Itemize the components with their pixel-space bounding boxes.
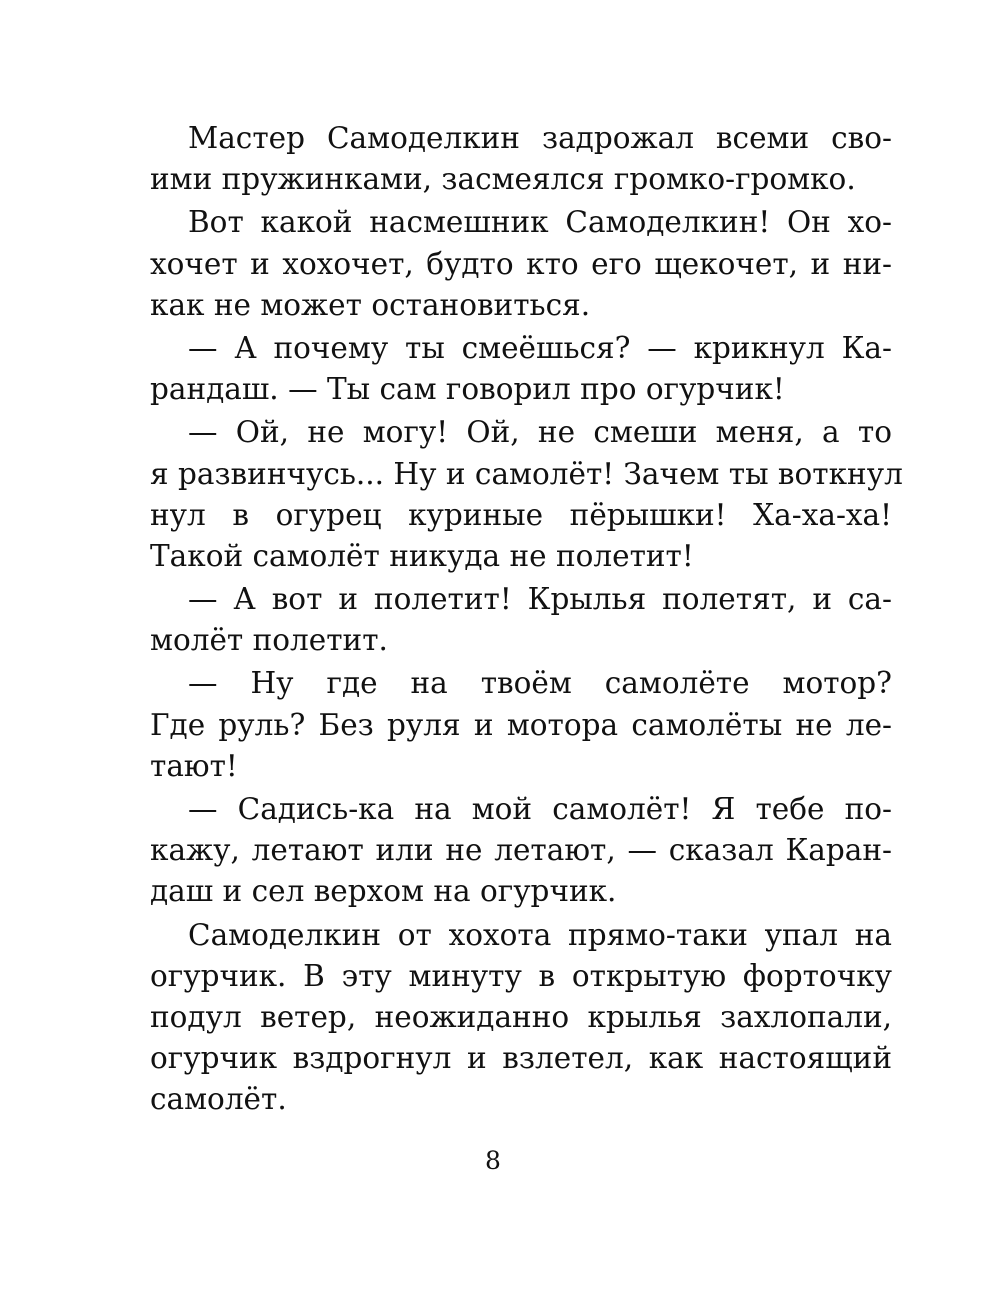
text-line: Самоделкин от хохота прямо-таки упал на (188, 917, 892, 952)
body-text (150, 118, 903, 1121)
text-line: молёт полетит. (150, 623, 388, 658)
text-line: кажу, летают или не летают, — сказал Каран- (150, 833, 892, 868)
text-line: подул ветер, неожиданно крылья захлопали, (150, 999, 892, 1034)
text-line: — А почему ты смеёшься? — крикнул Ка- (188, 330, 892, 365)
text-line: Мастер Самоделкин задрожал всеми сво- (188, 121, 892, 155)
text-line: как не может остановиться. (150, 287, 591, 322)
text-line: Вот какой насмешник Самоделкин! Он хо- (188, 205, 892, 240)
text-line: огурчик вздрогнул и взлетел, как настоящий (150, 1041, 892, 1076)
text-line: — Ой, не могу! Ой, не смеши меня, а то (188, 415, 892, 450)
text-line: я развинчусь... Ну и самолёт! Зачем ты воткнул (150, 456, 903, 491)
text-line: — Ну где на твоём самолёте мотор? (188, 666, 892, 701)
text-line: Такой самолёт никуда не полетит! (150, 538, 694, 573)
text-line: огурчик. В эту минуту в открытую форточку (150, 958, 892, 993)
text-line: ими пружинками, засмеялся громко-громко. (150, 162, 856, 197)
text-line: нул в огурец куриные пёрышки! Ха-ха-ха! (150, 497, 892, 532)
text-line: — Садись-ка на мой самолёт! Я тебе по- (188, 792, 892, 826)
text-line: тают! (150, 748, 238, 783)
text-line: хочет и хохочет, будто кто его щекочет, и ни- (150, 246, 892, 281)
text-line: рандаш. — Ты сам говорил про огурчик! (150, 372, 785, 407)
text-line: Где руль? Без руля и мотора самолёты не ле- (150, 707, 892, 742)
page-number: 8 (485, 1146, 501, 1175)
text-line: — А вот и полетит! Крылья полетят, и са- (188, 582, 892, 617)
text-line: самолёт. (150, 1082, 287, 1117)
text-line: даш и сел верхом на огурчик. (150, 874, 617, 909)
